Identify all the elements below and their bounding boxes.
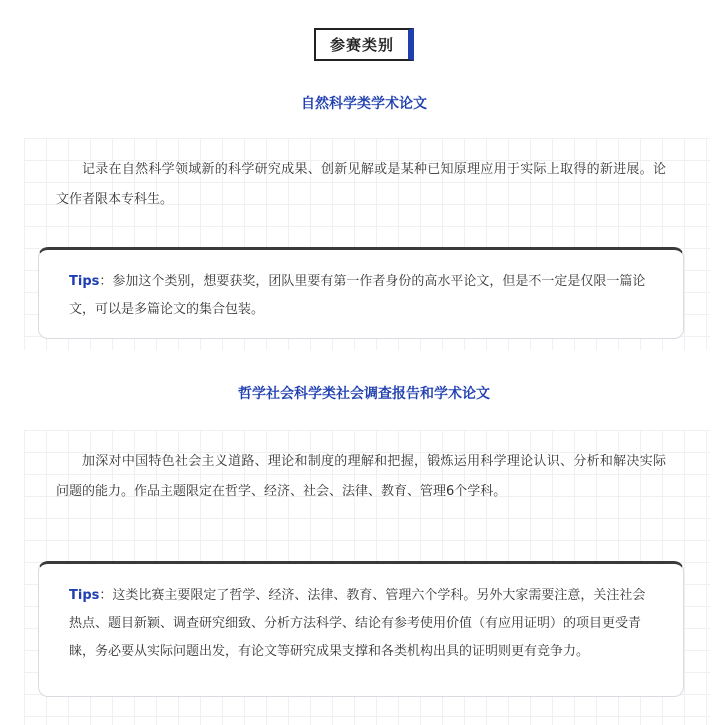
tips-separator: ： [99, 588, 113, 603]
tips-label: Tips [69, 588, 100, 603]
tips-box-natural-science [38, 247, 684, 339]
tips-text: 参加这个类别，想要获奖，团队里要有第一作者身份的高水平论文，但是不一定是仅限一篇论文，可以是多篇论文的集合包装。 [69, 274, 646, 317]
category-badge: 参赛类别 [314, 28, 414, 61]
tips-box-social-science [38, 561, 684, 697]
section-body-social-science: 加深对中国特色社会主义道路、理论和制度的理解和把握，锻炼运用科学理论认识、分析和解决实际问题的能力。作品主题限定在哲学、经济、社会、法律、教育、管理6个学科。 [56, 454, 666, 499]
tips-separator: ： [99, 274, 113, 289]
section-title-natural-science: 自然科学类学术论文 [301, 96, 427, 112]
tips-label: Tips [69, 274, 100, 289]
category-header [0, 28, 728, 61]
section-title-social-science: 哲学社会科学类社会调查报告和学术论文 [238, 386, 490, 402]
section-body-natural-science: 记录在自然科学领域新的科学研究成果、创新见解或是某种已知原理应用于实际上取得的新进展。论文作者限本专科生。 [56, 162, 666, 207]
tips-text: 这类比赛主要限定了哲学、经济、法律、教育、管理六个学科。另外大家需要注意，关注社会热点、题目新颖、调查研究细致、分析方法科学、结论有参考使用价值（有应用证明）的项目更受青睐，务必要从实际问题出发，有论文等研究成果支撑和各类机构出具的证明则更有竞争力。 [69, 588, 646, 659]
